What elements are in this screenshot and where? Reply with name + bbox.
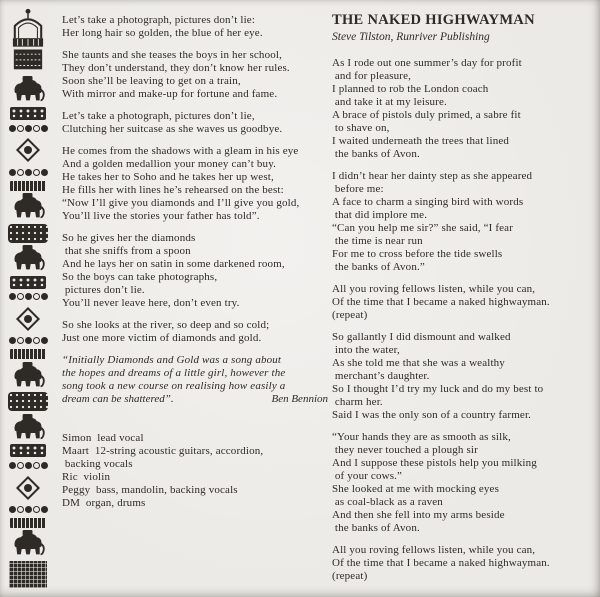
decorative-border <box>7 8 49 588</box>
lyric-line: They don’t understand, they don’t know her rules. <box>62 62 290 74</box>
lyric-line: (repeat) <box>332 570 368 582</box>
stanza <box>332 431 596 535</box>
elephant-icon <box>10 362 46 390</box>
lyric-line: And I suppose these pistols help you milking <box>332 457 537 469</box>
diamonds-and-gold-lyrics <box>62 14 328 345</box>
lyric-line: Said I was the only son of a country farmer. <box>332 409 532 421</box>
lyric-line: “Initially Diamonds and Gold was a song about <box>62 354 282 366</box>
stanza <box>332 331 596 422</box>
beads-icon <box>8 291 48 303</box>
lyric-line: Ric violin <box>62 471 111 483</box>
lyric-line: Maart 12-string acoustic guitars, accordion, <box>62 445 264 457</box>
lyric-line: that did implore me. <box>332 209 428 221</box>
ornament-band-icon <box>8 224 48 243</box>
lyric-line: All you roving fellows listen, while you can, <box>332 283 536 295</box>
lyric-line: “Your hands they are as smooth as silk, <box>332 431 511 443</box>
lyric-line: they never touched a plough sir <box>332 444 478 456</box>
dash-band-icon <box>10 349 46 359</box>
elephant-icon <box>10 414 46 442</box>
quote-attribution: Ben Bennion <box>271 393 328 405</box>
lyric-line: of your cows.” <box>332 470 403 482</box>
stanza <box>62 49 328 101</box>
lyric-line: that she sniffs from a spoon <box>62 245 191 257</box>
lyric-line: As I rode out one summer’s day for profit <box>332 57 522 69</box>
lyric-line: to shave on, <box>332 122 390 134</box>
musician-credits <box>62 432 328 510</box>
stanza <box>62 110 328 136</box>
lyric-line: the banks of Avon. <box>332 148 420 160</box>
lyric-line: I didn’t hear her dainty step as she appeared <box>332 170 533 182</box>
ornament-band-icon <box>8 392 48 411</box>
stanza <box>62 319 328 345</box>
lyric-line: Of the time that I became a naked highwayman. <box>332 296 550 308</box>
figures-band-icon <box>10 276 46 289</box>
lyric-line: and for pleasure, <box>332 70 412 82</box>
quote-last-line: dream can be shattered”. <box>62 393 174 405</box>
lyric-line: into the water, <box>332 344 400 356</box>
lyric-line: backing vocals <box>62 458 133 470</box>
lyric-line: So she looks at the river, so deep and so cold; <box>62 319 270 331</box>
songwriter-quote <box>62 354 328 406</box>
beads-icon <box>8 460 48 472</box>
quote-last-row <box>62 393 328 406</box>
lyric-line: before me: <box>332 183 384 195</box>
lyric-line: merchant’s daughter. <box>332 370 430 382</box>
lyric-line: the hopes and dreams of a little girl, however the <box>62 367 286 379</box>
naked-highwayman-lyrics <box>332 57 596 583</box>
lyric-line: You’ll live the stories your father has told”. <box>62 210 260 222</box>
lyric-line: “Can you help me sir?” she said, “I fear <box>332 222 514 234</box>
lyric-line: And a golden medallion your money can’t buy. <box>62 158 277 170</box>
lyric-line: She taunts and she teases the boys in her school, <box>62 49 282 61</box>
lyric-line: and take it at my leisure. <box>332 96 447 108</box>
elephant-icon <box>10 530 46 558</box>
lyric-line: I waited underneath the trees that lined <box>332 135 510 147</box>
song-title: THE NAKED HIGHWAYMAN <box>332 12 535 28</box>
lyric-line: So gallantly I did dismount and walked <box>332 331 511 343</box>
lyric-line: You’ll never leave here, don’t even try. <box>62 297 240 309</box>
lyric-line: song took a new course on realising how easily a <box>62 380 286 392</box>
stanza <box>62 145 328 223</box>
lyric-line: For me to cross before the tide swells <box>332 248 503 260</box>
lyric-line: Soon she’ll be leaving to get on a train, <box>62 75 241 87</box>
lyric-line: He fills her with lines he’s rehearsed on the best: <box>62 184 284 196</box>
lyric-line: Of the time that I became a naked highwayman. <box>332 557 550 569</box>
beads-icon <box>8 166 48 178</box>
lyric-line: Clutching her suitcase as she waves us goodbye. <box>62 123 283 135</box>
diamond-icon <box>13 474 43 501</box>
lyric-line: the banks of Avon.” <box>332 261 425 273</box>
temple-icon <box>9 8 47 74</box>
elephant-icon <box>10 76 46 104</box>
lyric-line: He comes from the shadows with a gleam in his eye <box>62 145 299 157</box>
right-lyrics-column <box>332 12 596 592</box>
lyric-line: And then she fell into my arms beside <box>332 509 505 521</box>
dash-band-icon <box>10 181 46 191</box>
lyric-line: Simon lead vocal <box>62 432 144 444</box>
lyric-line: the banks of Avon. <box>332 522 420 534</box>
lyric-line: DM organ, drums <box>62 497 146 509</box>
dash-band-icon <box>10 518 46 528</box>
lyric-line: the time is near run <box>332 235 423 247</box>
beads-icon <box>8 504 48 516</box>
stanza <box>332 170 596 274</box>
lyric-line: All you roving fellows listen, while you can, <box>332 544 536 556</box>
lyric-line: (repeat) <box>332 309 368 321</box>
lyric-line: pictures don’t lie. <box>62 284 145 296</box>
lyric-line: charm her. <box>332 396 383 408</box>
figures-band-icon <box>10 444 46 457</box>
stanza <box>62 232 328 310</box>
beads-icon <box>8 335 48 347</box>
lyric-line: “Now I’ll give you diamonds and I’ll give you gold, <box>62 197 300 209</box>
lyric-line: Just one more victim of diamonds and gold. <box>62 332 262 344</box>
lyric-line: He takes her to Soho and he takes her up west, <box>62 171 274 183</box>
figures-band-icon <box>10 107 46 120</box>
stanza <box>332 283 596 322</box>
elephant-icon <box>10 245 46 273</box>
lyric-line: So I thought I’d try my luck and do my best to <box>332 383 544 395</box>
lyric-line: Her long hair so golden, the blue of her eye. <box>62 27 263 39</box>
diamond-icon <box>13 305 43 332</box>
stanza <box>332 544 596 583</box>
weave-block-icon <box>9 561 47 588</box>
lyric-line: So the boys can take photographs, <box>62 271 218 283</box>
lyric-line: So he gives her the diamonds <box>62 232 196 244</box>
lyric-line: Peggy bass, mandolin, backing vocals <box>62 484 238 496</box>
lyric-line: As she told me that she was a wealthy <box>332 357 505 369</box>
lyric-line: A face to charm a singing bird with words <box>332 196 524 208</box>
lyric-line: A brace of pistols duly primed, a sabre fit <box>332 109 521 121</box>
elephant-icon <box>10 193 46 221</box>
lyric-line: Let’s take a photograph, pictures don’t lie, <box>62 110 255 122</box>
lyric-line: as coal-black as a raven <box>332 496 443 508</box>
stanza <box>332 57 596 161</box>
lyric-line: And he lays her on satin in some darkened room, <box>62 258 285 270</box>
left-lyrics-column <box>62 14 328 510</box>
lyric-line: I planned to rob the London coach <box>332 83 489 95</box>
diamond-icon <box>13 137 43 164</box>
quote-lines <box>62 354 328 393</box>
lyric-line: Let’s take a photograph, pictures don’t lie: <box>62 14 256 26</box>
stanza <box>62 14 328 40</box>
song-writer-credit: Steve Tilston, Runriver Publishing <box>332 31 490 43</box>
lyric-line: With mirror and make-up for fortune and fame. <box>62 88 278 100</box>
lyric-line: She looked at me with mocking eyes <box>332 483 500 495</box>
beads-icon <box>8 122 48 134</box>
